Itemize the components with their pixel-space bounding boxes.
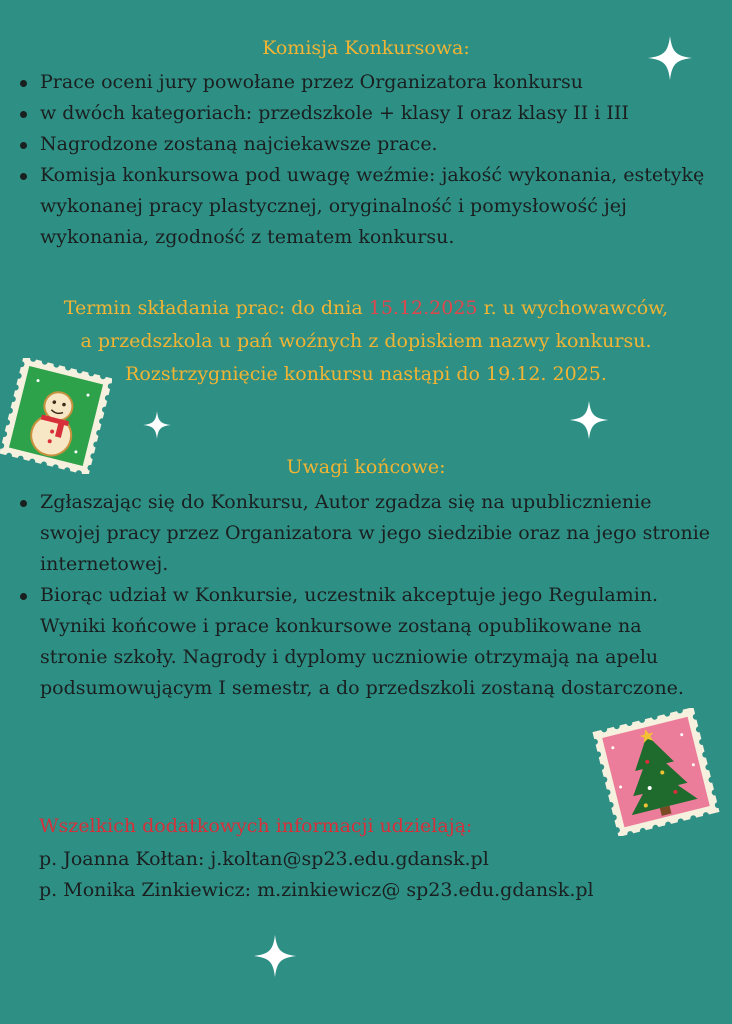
christmas-tree-stamp-icon [590, 708, 722, 836]
list-item: Prace oceni jury powołane przez Organizatora konkursu [14, 67, 726, 98]
sparkle-star-icon [142, 410, 172, 440]
contact-line: p. Monika Zinkiewicz: m.zinkiewicz@ sp23.edu.gdansk.pl [39, 879, 594, 901]
list-item: Komisja konkursowa pod uwagę weźmie: jakość wykonania, estetykę wykonanej pracy plastycznej, oryginalność i pomysłowość jej wykonania, zgodność z tematem konkursu. [14, 160, 726, 253]
sparkle-star-icon [252, 933, 298, 979]
list-item: Nagrodzone zostaną najciekawsze prace. [14, 129, 726, 160]
list-item: Biorąc udział w Konkursie, uczestnik akceptuje jego Regulamin. Wyniki końcowe i prace konkursowe zostaną opublikowane na stronie szkoły. Nagrody i dyplomy uczniowie otrzymają na apelu podsumowującym I semestr, a do przedszkoli zostaną dostarczone. [14, 580, 714, 704]
deadline-line-3: Rozstrzygnięcie konkursu nastąpi do 19.12. 2025. [125, 363, 607, 385]
jury-heading: Komisja Konkursowa: [262, 37, 470, 59]
sparkle-star-icon [568, 399, 610, 441]
jury-list [14, 67, 726, 253]
list-item: w dwóch kategoriach: przedszkole + klasy I oraz klasy II i III [14, 98, 726, 129]
contact-list [39, 844, 594, 906]
contact-heading: Wszelkich dodatkowych informacji udzielają: [39, 815, 473, 837]
snowman-stamp-icon [0, 358, 112, 474]
remarks-list [14, 487, 714, 704]
contact-line: p. Joanna Kołtan: j.koltan@sp23.edu.gdansk.pl [39, 848, 489, 870]
remarks-heading: Uwagi końcowe: [286, 456, 446, 478]
sparkle-star-icon [646, 34, 694, 82]
list-item: Zgłaszając się do Konkursu, Autor zgadza się na upublicznienie swojej pracy przez Organizatora w jego siedzibie oraz na jego stronie internetowej. [14, 487, 714, 580]
deadline-line-1: Termin składania prac: do dnia 15.12.2025 r. u wychowawców, [63, 297, 669, 319]
deadline-line-2: a przedszkola u pań woźnych z dopiskiem nazwy konkursu. [80, 330, 652, 352]
deadline-date: 15.12.2025 [368, 297, 478, 319]
